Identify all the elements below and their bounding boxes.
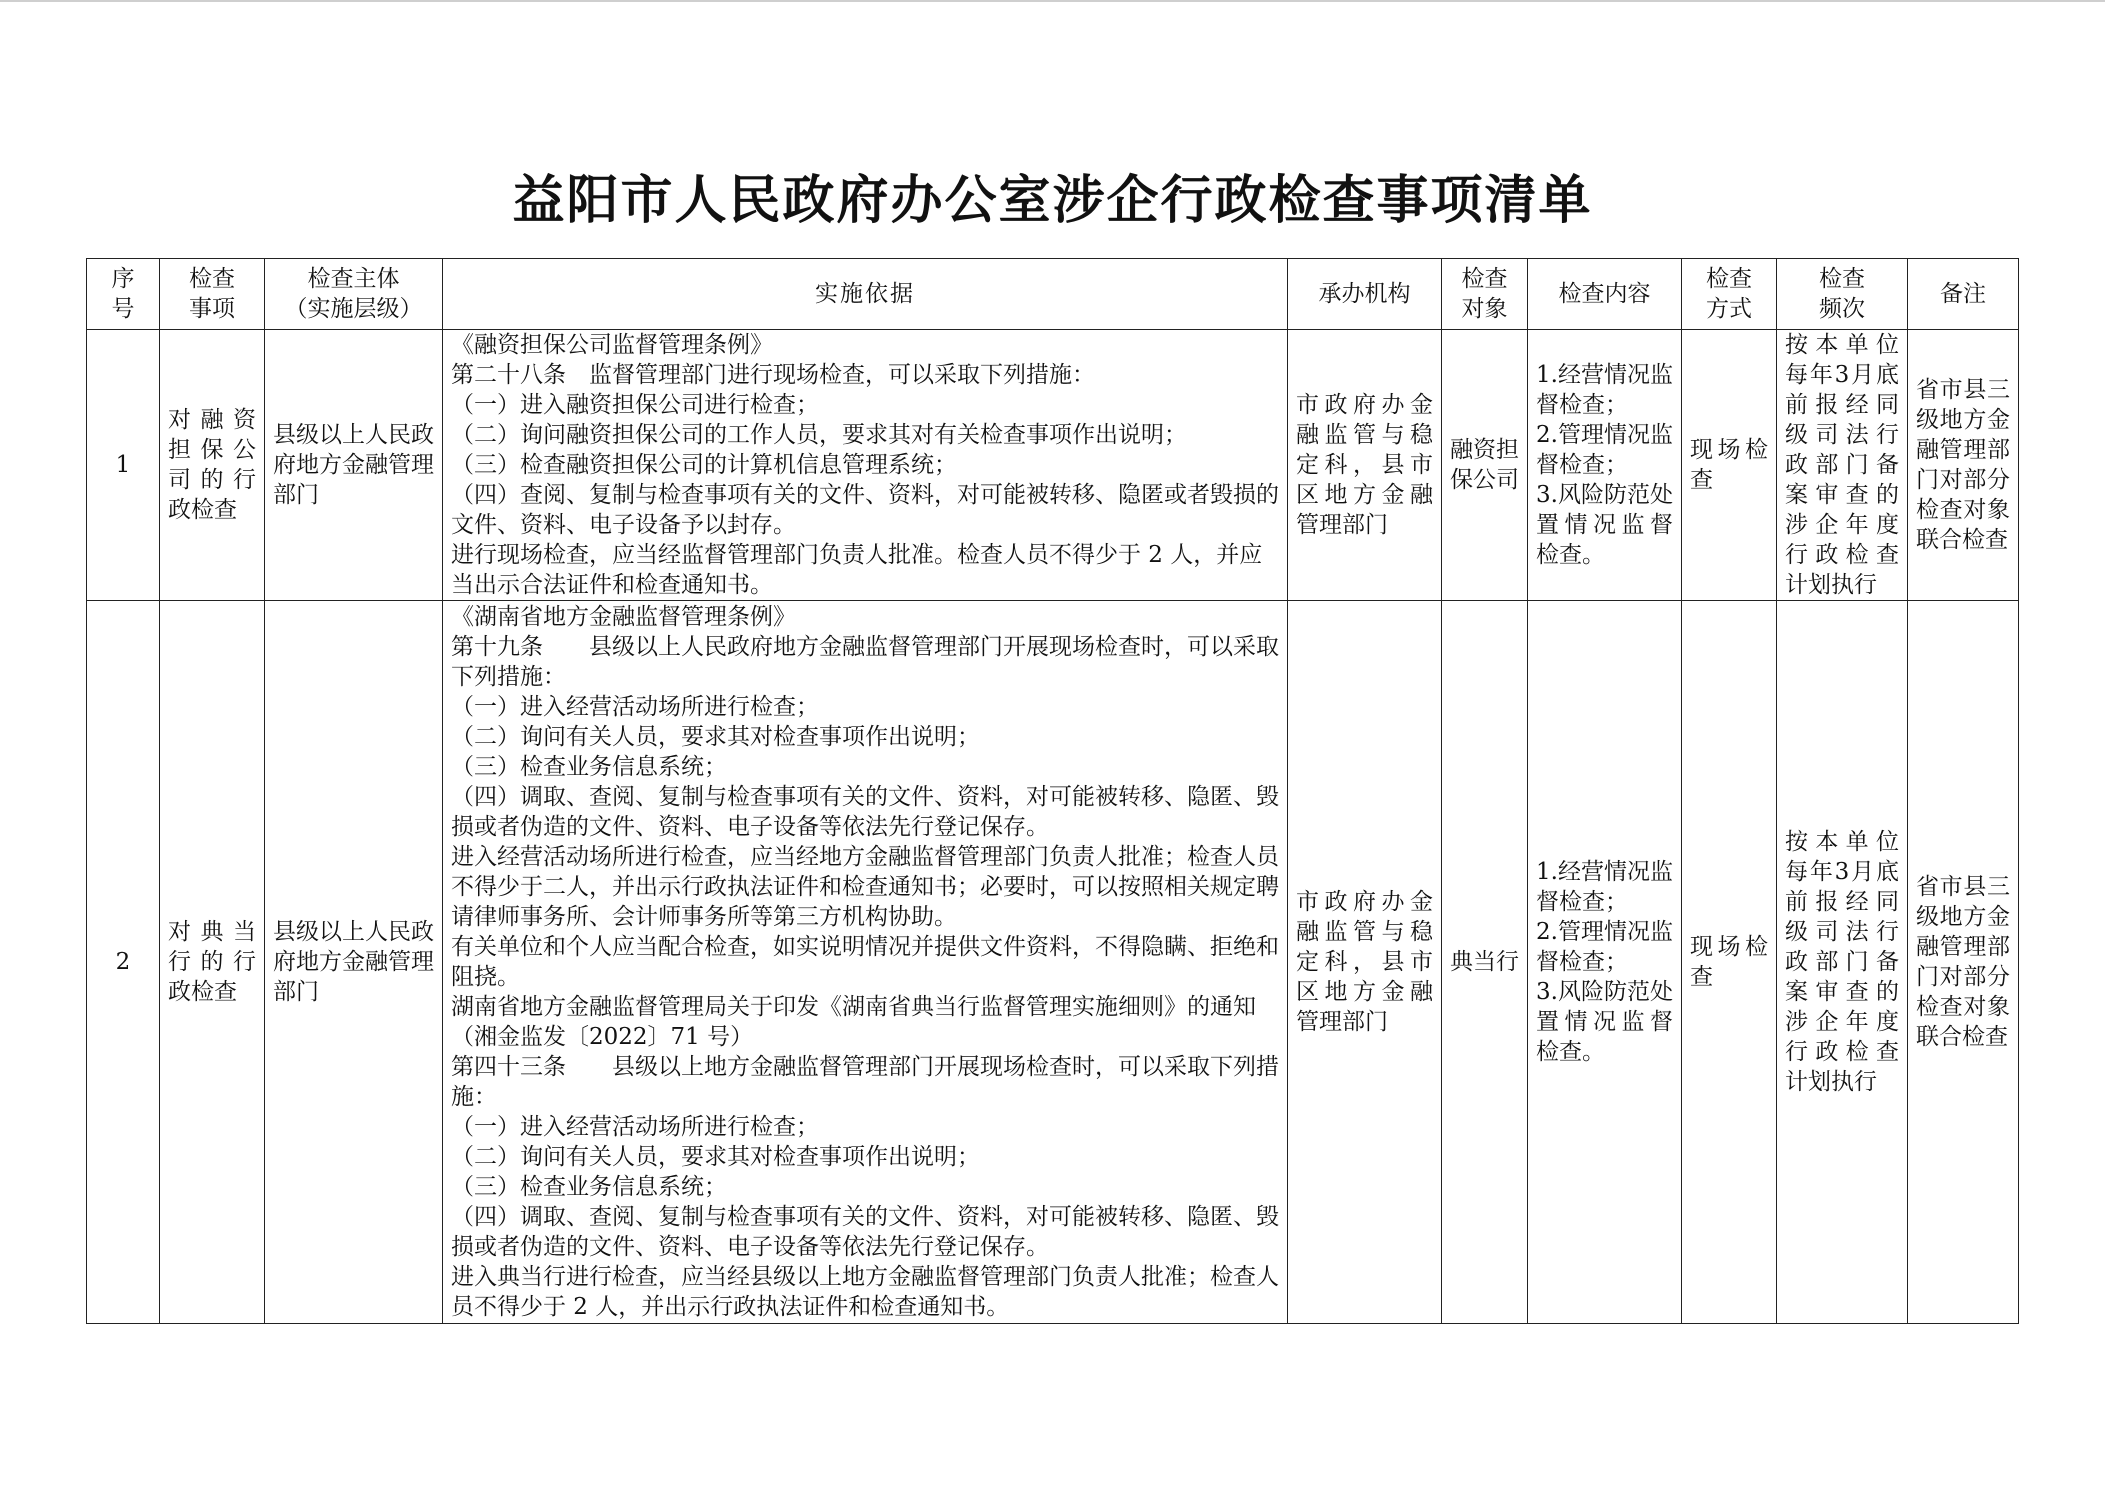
- page-title: 益阳市人民政府办公室涉企行政检查事项清单: [512, 170, 1593, 231]
- basis-line: （二）询问有关人员，要求其对检查事项作出说明；: [451, 724, 980, 750]
- basis-line: 湖南省地方金融监督管理局关于印发《湖南省典当行监督管理实施细则》的通知（湘金监发〔2022〕71 号）: [451, 994, 1256, 1050]
- row-no: 1: [87, 330, 160, 601]
- content-line: 1.经营情况监督检查；: [1536, 859, 1673, 915]
- basis-line: 进行现场检查，应当经监督管理部门负责人批准。检查人员不得少于 2 人，并应当出示合法证件和检查通知书。: [451, 542, 1263, 598]
- basis-line: （四）调取、查阅、复制与检查事项有关的文件、资料，对可能被转移、隐匿、毁损或者伪造的文件、资料、电子设备等依法先行登记保存。: [451, 784, 1279, 840]
- row-frequency: 按本单位每年3月底前报经同级司法行政部门备案审查的涉企年度行政检查计划执行: [1777, 330, 1908, 601]
- basis-line: （四）查阅、复制与检查事项有关的文件、资料，对可能被转移、隐匿或者毁损的文件、资料、电子设备予以封存。: [451, 482, 1279, 538]
- row-agency: 市政府办金融监管与稳定科，县市区地方金融管理部门: [1288, 601, 1442, 1324]
- header-subject: 检查主体 （实施层级）: [265, 259, 443, 330]
- table-row: [87, 330, 2019, 601]
- row-item: 对融资担保公司的行政检查: [160, 330, 265, 601]
- content-line: 2.管理情况监督检查；: [1536, 422, 1673, 478]
- basis-line: 第四十三条 县级以上地方金融监督管理部门开展现场检查时，可以采取下列措施：: [451, 1054, 1279, 1110]
- table-row: [87, 601, 2019, 1324]
- row-target: 融资担保公司: [1442, 330, 1528, 601]
- top-border-line: [0, 0, 2105, 2]
- row-no: 2: [87, 601, 160, 1324]
- basis-line: （一）进入融资担保公司进行检查；: [451, 392, 819, 418]
- row-target: 典当行: [1442, 601, 1528, 1324]
- basis-line: 《湖南省地方金融监督管理条例》: [451, 604, 796, 630]
- row-basis: [443, 601, 1288, 1324]
- row-method: 现场检查: [1682, 601, 1777, 1324]
- header-remark: 备注: [1908, 259, 2019, 330]
- basis-line: （三）检查业务信息系统；: [451, 754, 727, 780]
- basis-line: 《融资担保公司监督管理条例》: [451, 332, 773, 358]
- basis-line: 第二十八条 监督管理部门进行现场检查，可以采取下列措施：: [451, 362, 1095, 388]
- header-method: 检查 方式: [1682, 259, 1777, 330]
- basis-line: （三）检查融资担保公司的计算机信息管理系统；: [451, 452, 957, 478]
- basis-line: 进入典当行进行检查，应当经县级以上地方金融监督管理部门负责人批准；检查人员不得少于 2 人，并出示行政执法证件和检查通知书。: [451, 1264, 1279, 1320]
- row-content: [1528, 601, 1682, 1324]
- row-item: 对典当行的行政检查: [160, 601, 265, 1324]
- header-item: 检查 事项: [160, 259, 265, 330]
- basis-line: （二）询问融资担保公司的工作人员，要求其对有关检查事项作出说明；: [451, 422, 1187, 448]
- basis-line: （四）调取、查阅、复制与检查事项有关的文件、资料，对可能被转移、隐匿、毁损或者伪造的文件、资料、电子设备等依法先行登记保存。: [451, 1204, 1279, 1260]
- row-subject: 县级以上人民政府地方金融管理部门: [265, 601, 443, 1324]
- basis-line: 进入经营活动场所进行检查，应当经地方金融监督管理部门负责人批准；检查人员不得少于二人，并出示行政执法证件和检查通知书；必要时，可以按照相关规定聘请律师事务所、会计师事务所等第三方机构协助。: [451, 844, 1279, 930]
- basis-line: （二）询问有关人员，要求其对检查事项作出说明；: [451, 1144, 980, 1170]
- header-frequency: 检查 频次: [1777, 259, 1908, 330]
- row-basis: [443, 330, 1288, 601]
- header-target: 检查 对象: [1442, 259, 1528, 330]
- header-agency: 承办机构: [1288, 259, 1442, 330]
- content-line: 3.风险防范处置情况监督检查。: [1536, 482, 1673, 568]
- basis-line: （一）进入经营活动场所进行检查；: [451, 694, 819, 720]
- basis-line: 有关单位和个人应当配合检查，如实说明情况并提供文件资料，不得隐瞒、拒绝和阻挠。: [451, 934, 1279, 990]
- row-agency: 市政府办金融监管与稳定科，县市区地方金融管理部门: [1288, 330, 1442, 601]
- row-subject: 县级以上人民政府地方金融管理部门: [265, 330, 443, 601]
- row-frequency: 按本单位每年3月底前报经同级司法行政部门备案审查的涉企年度行政检查计划执行: [1777, 601, 1908, 1324]
- basis-line: 第十九条 县级以上人民政府地方金融监督管理部门开展现场检查时，可以采取下列措施：: [451, 634, 1279, 690]
- row-remark: 省市县三级地方金融管理部门对部分检查对象联合检查: [1908, 601, 2019, 1324]
- basis-line: （三）检查业务信息系统；: [451, 1174, 727, 1200]
- table-header-row: [87, 259, 2019, 330]
- content-line: 1.经营情况监督检查；: [1536, 362, 1673, 418]
- content-line: 2.管理情况监督检查；: [1536, 919, 1673, 975]
- header-no: 序 号: [87, 259, 160, 330]
- row-remark: 省市县三级地方金融管理部门对部分检查对象联合检查: [1908, 330, 2019, 601]
- inspection-items-table: [86, 258, 2019, 1324]
- content-line: 3.风险防范处置情况监督检查。: [1536, 979, 1673, 1065]
- row-content: [1528, 330, 1682, 601]
- basis-line: （一）进入经营活动场所进行检查；: [451, 1114, 819, 1140]
- header-content: 检查内容: [1528, 259, 1682, 330]
- row-method: 现场检查: [1682, 330, 1777, 601]
- header-basis: 实施依据: [443, 259, 1288, 330]
